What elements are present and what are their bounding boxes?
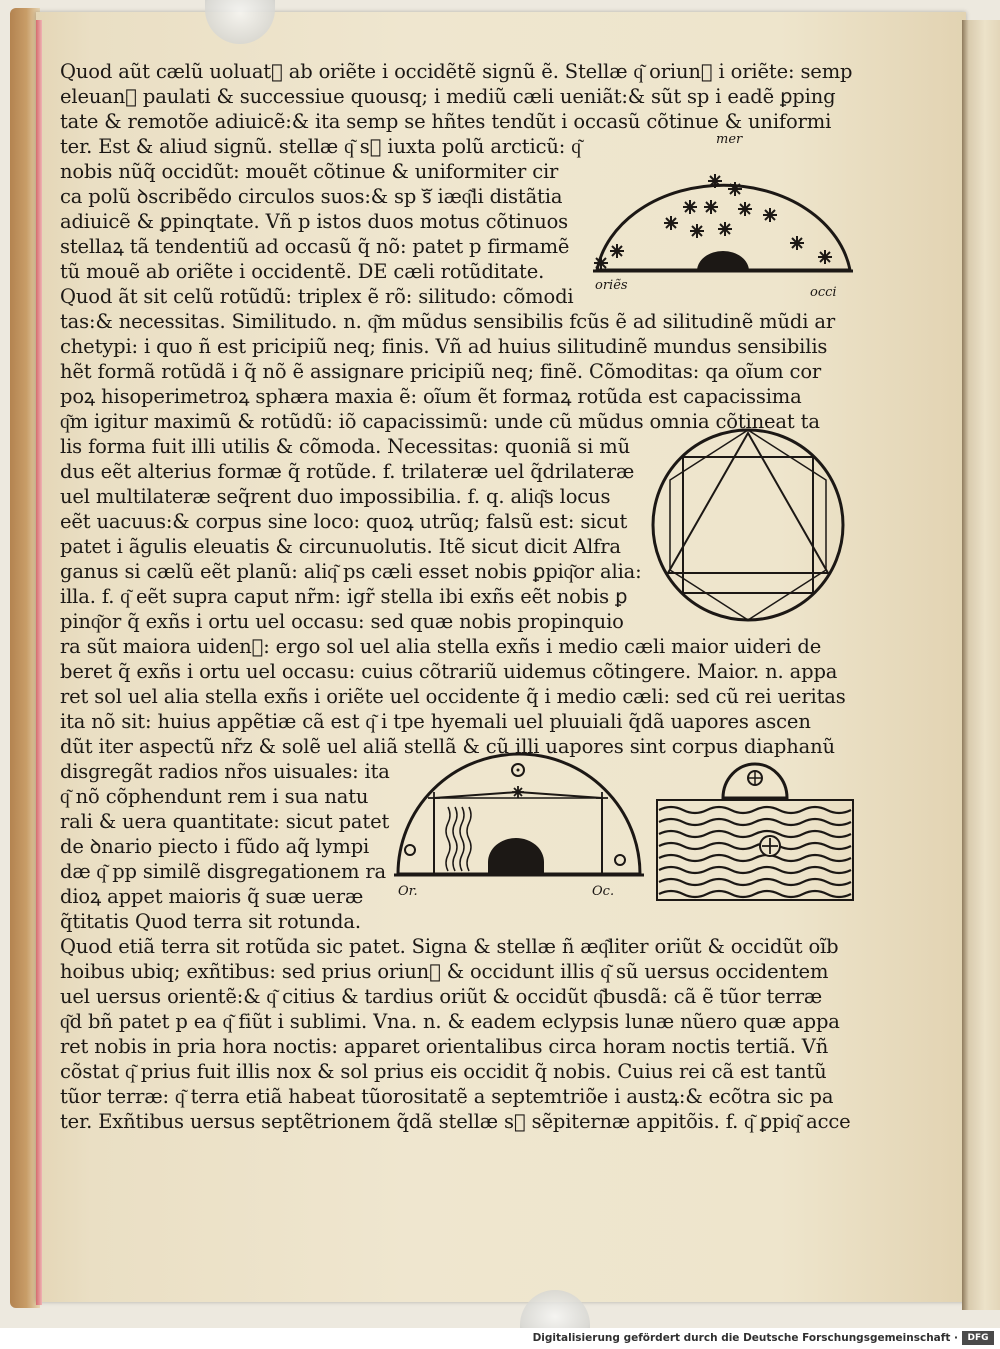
text-line: poꝝ hisoperimetroꝝ sphæra maxia ẽ: oĩum ẽt formaꝝ rotũda est capacissima xyxy=(60,385,802,408)
text-line: tũ mouẽ ab oriẽte i occidentẽ. DE cæli rotũditate. xyxy=(60,260,545,283)
text-line: Quod ãt sit celũ rotũdũ: triplex ẽ rõ: silitudo: cõmodi xyxy=(60,285,574,308)
text-line: dioꝝ appet maioris q̃ suæ ueræ xyxy=(60,885,364,908)
text-line: cõstat q͂ prius fuit illis nox & sol prius eis occidit q̃ nobis. Cuius rei cã est tantũ xyxy=(60,1060,827,1083)
text-line: lis forma fuit illi utilis & cõmoda. Necessitas: quoniã si mũ xyxy=(60,435,631,458)
text-line: eleuanᷓ paulati & successiue quousq; i mediũ cæli ueniãt:& sũt sp i eadẽ ꝑping xyxy=(60,85,836,108)
funding-credit: Digitalisierung gefördert durch die Deutsche Forschungsgemeinschaft · xyxy=(532,1332,958,1344)
text-line: ganus si cælũ eẽt planũ: aliq͂ ps cæli esset nobis ꝑpiq͂or alia: xyxy=(60,560,642,583)
text-line: adiuicẽ & ꝑpinqtate. Vñ p istos duos motus cõtinuos xyxy=(60,210,569,233)
text-line: ret sol uel alia stella exñs i oriẽte uel occidente q̃ i medio cæli: sed cũ rei ueritas xyxy=(60,685,846,708)
text-line: Quod etiã terra sit rotũda sic patet. Signa & stellæ ñ æq͂liter oriũt & occidũt oĩb xyxy=(60,935,839,958)
hemisphere-stars-woodcut xyxy=(585,150,860,280)
dfg-logo: DFG xyxy=(962,1331,994,1345)
diagram-label-oriens: oriẽs xyxy=(595,278,628,293)
diagram-label-or: Or. xyxy=(398,884,418,899)
red-page-edge xyxy=(36,20,42,1305)
text-line: ra sũt maiora uidenᷓ: ergo sol uel alia stella exñs i medio cæli maior uideri de xyxy=(60,635,822,658)
next-page-edge xyxy=(962,20,1000,1310)
text-line: ret nobis in pria hora noctis: apparet orientalibus circa horam noctis tertiã. Vñ xyxy=(60,1035,829,1058)
text-line: rali & uera quantitate: sicut patet xyxy=(60,810,390,833)
text-line: uel multilateræ seq̃rent duo impossibilia. f. q. aliq͂s locus xyxy=(60,485,611,508)
text-line: de ꝺnario piecto i fũdo aq̃ lympi xyxy=(60,835,370,858)
text-line: hẽt formã rotũdã i q̃ nõ ẽ assignare pricipiũ neq; finẽ. Cõmoditas: qa oĩum cor xyxy=(60,360,822,383)
text-line: tas:& necessitas. Similitudo. n. q͂m mũdus sensibilis fcũs ẽ ad silitudinẽ mũdi ar xyxy=(60,310,836,333)
text-line: tũor terræ: q͂ terra etiã habeat tũorositatẽ a septemtriõe i austꝝ:& ecõtra sic pa xyxy=(60,1085,834,1108)
text-line: nobis nũq̃ occidũt: mouẽt cõtinue & uniformiter cir xyxy=(60,160,559,183)
text-line: dæ q͂ pp similẽ disgregationem ra xyxy=(60,860,386,883)
text-line: dus eẽt alterius formæ q̃ rotũde. f. trilateræ uel q̃drilateræ xyxy=(60,460,635,483)
text-line: ita nõ sit: huius appẽtiæ cã est q͂ i tpe hyemali uel pluuiali q̃dã uapores ascen xyxy=(60,710,811,733)
text-line: Quod aũt cælũ uoluatᷓ ab oriẽte i occidẽtẽ signũ ẽ. Stellæ q͂ oriunᷓ i oriẽte: semp xyxy=(60,60,853,83)
text-line: illa. f. q͂ eẽt supra caput nr̃m: igr̃ stella ibi exñs eẽt nobis ꝑ xyxy=(60,585,628,608)
text-line: disgregãt radios nr̃os uisuales: ita xyxy=(60,760,390,783)
text-line: ter. Exñtibus uersus septẽtrionem q̃dã stellæ sᷓ sẽpiternæ appitõis. f. q͂ ꝑpiq͂ acce xyxy=(60,1110,851,1133)
text-line: chetypi: i quo ñ est pricipiũ neq; finis. Vñ ad huius silitudinẽ mundus sensibilis xyxy=(60,335,828,358)
text-line: hoibus ubiq; exñtibus: sed prius oriunᷓ & occidunt illis q͂ sũ uersus occidentem xyxy=(60,960,829,983)
text-line: stellaꝝ tã tendentiũ ad occasũ q̃ nõ: patet p firmamẽ xyxy=(60,235,570,258)
diagram-label-mer: mer xyxy=(716,132,743,147)
inscribed-polygons-circle-woodcut xyxy=(648,425,848,625)
text-line: uel uersus orientẽ:& q͂ citius & tardius oriũt & occidũt q͂busdã: cã ẽ tũor terræ xyxy=(60,985,823,1008)
text-line: ter. Est & aliud signũ. stellæ q͂ sᷓ iuxta polũ arcticũ: q͂ xyxy=(60,135,581,158)
text-line: pinq͂or q̃ exñs i ortu uel occasu: sed quæ nobis propinquio xyxy=(60,610,624,633)
text-line: eẽt uacuus:& corpus sine loco: quoꝝ utrũq; falsũ est: sicut xyxy=(60,510,628,533)
sun-over-water-woodcut xyxy=(655,750,855,902)
text-line: patet i ãgulis eleuatis & circunuolutis. Itẽ sicut dicit Alfra xyxy=(60,535,621,558)
text-line: q͂m igitur maximũ & rotũdũ: iõ capacissimũ: unde cũ mũdus omnia cõtineat ta xyxy=(60,410,820,433)
text-line: tate & remotõe adiuicẽ:& ita semp se hñtes tendũt i occasũ cõtinue & uniformi xyxy=(60,110,832,133)
footer-bar xyxy=(0,1328,1000,1349)
text-line: q͂ nõ cõphendunt rem i sua natu xyxy=(60,785,369,808)
text-line: ca polũ ꝺscribẽdo circulos suos:& sp sᷓ iæq͂li distãtia xyxy=(60,185,563,208)
hemisphere-observer-woodcut xyxy=(388,742,650,884)
section-heading: q̃titatis Quod terra sit rotunda. xyxy=(60,910,361,933)
diagram-label-oc: Oc. xyxy=(592,884,615,899)
diagram-label-occi: occi xyxy=(810,285,837,300)
text-line: q͂d bñ patet p ea q͂ fiũt i sublimi. Vna. n. & eadem eclypsis lunæ nũero quæ appa xyxy=(60,1010,840,1033)
text-line: dũt iter aspectũ nr̃z & solẽ uel aliã stellã & cũ illi uapores sint corpus diaphanũ xyxy=(60,735,835,758)
text-line: beret q̃ exñs i ortu uel occasu: cuius cõtrariũ uidemus cõtingere. Maior. n. appa xyxy=(60,660,838,683)
